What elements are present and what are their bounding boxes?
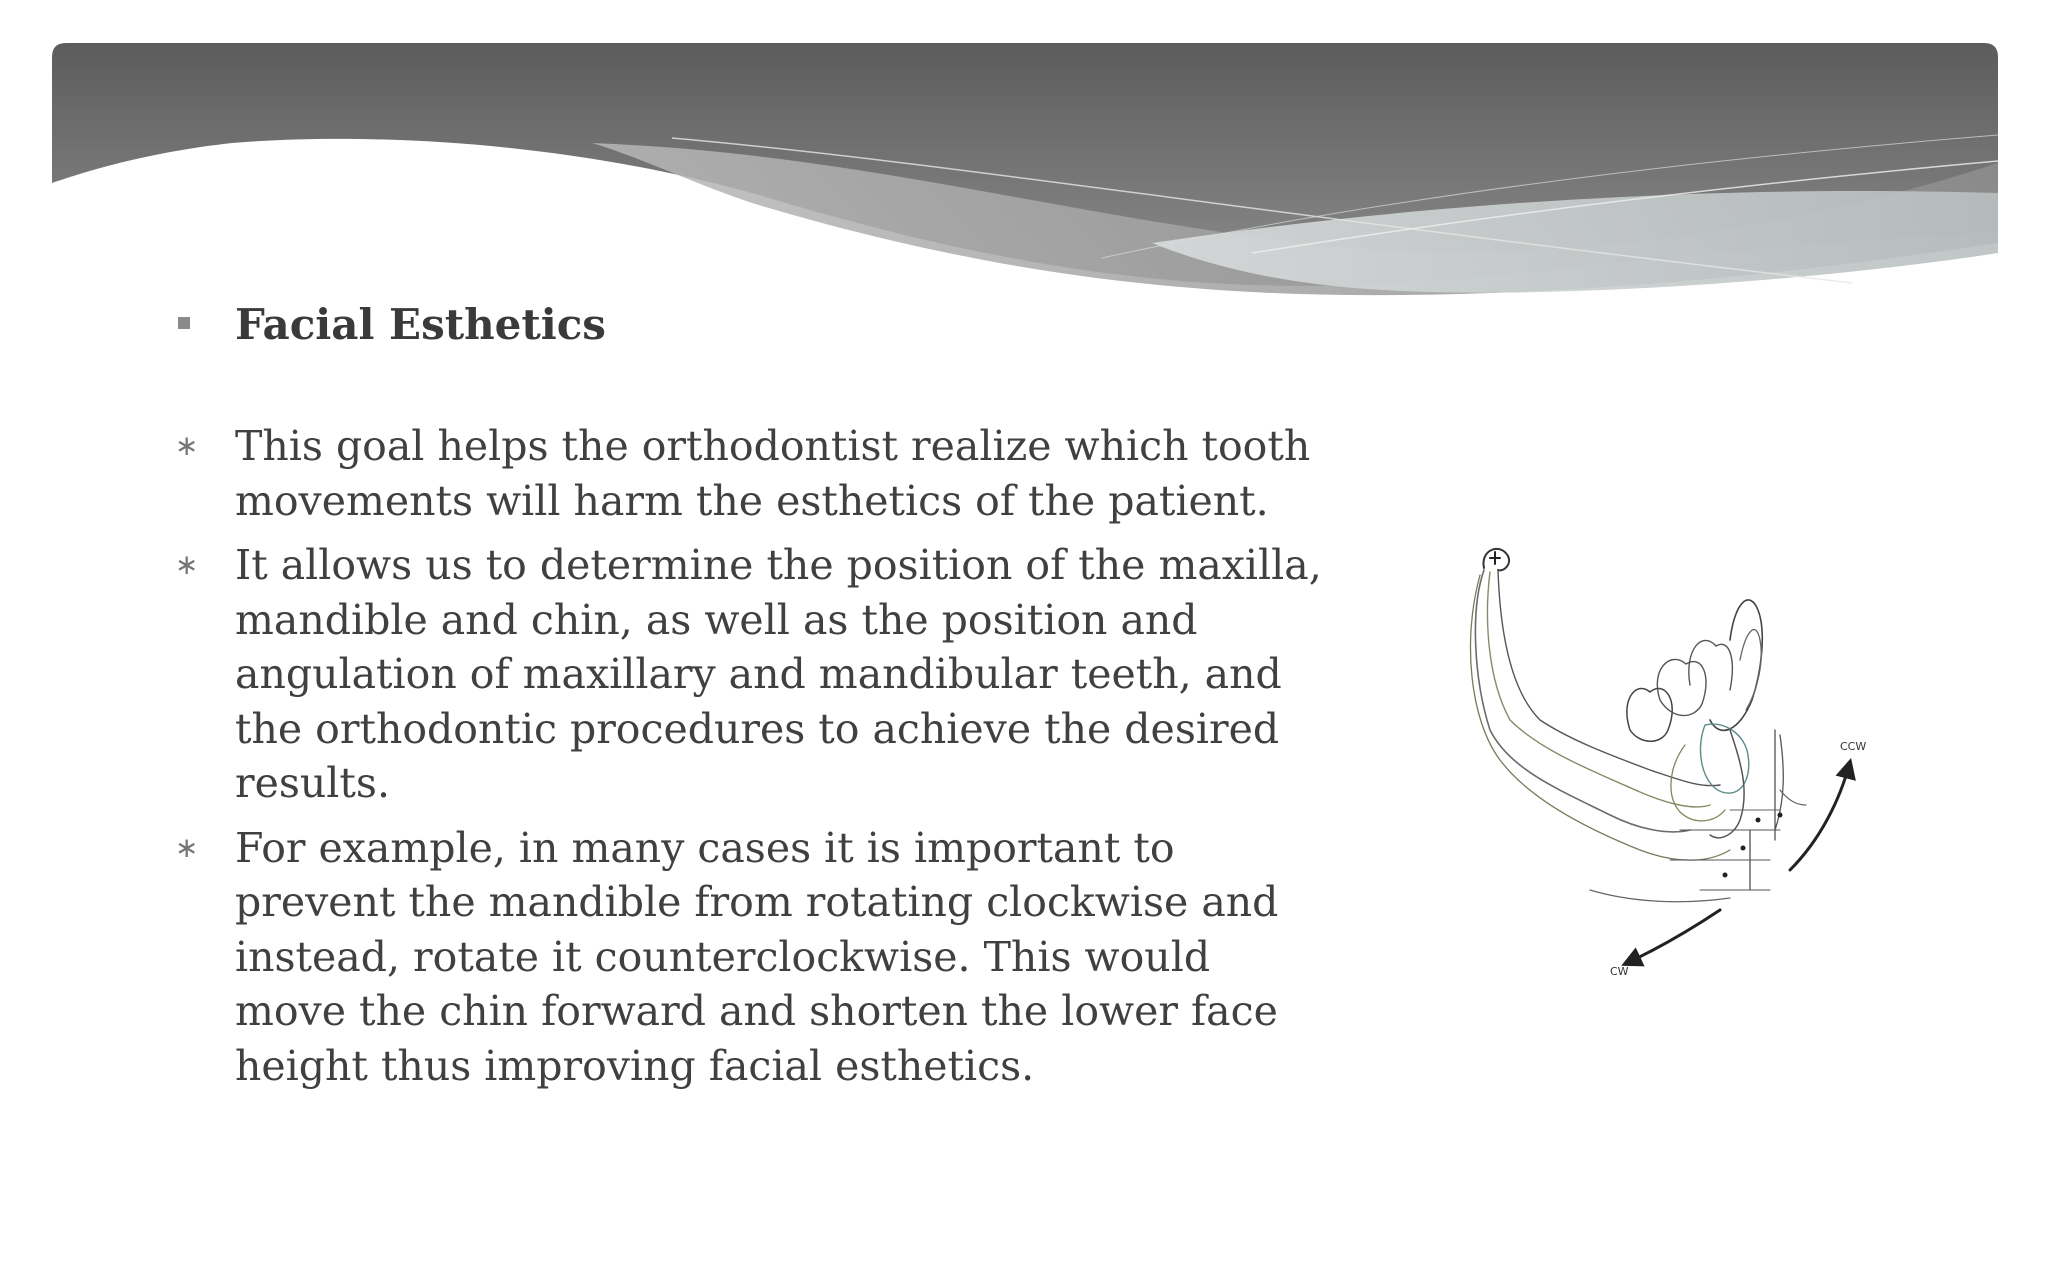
list-item [170, 538, 1330, 811]
ccw-label: CCW [1840, 740, 1867, 753]
mandible-rotation-illustration [1440, 530, 1910, 1000]
heading-row [170, 300, 1330, 349]
square-bullet-icon [178, 317, 190, 329]
asterisk-bullet-icon: ∗ [175, 548, 199, 581]
asterisk-bullet-icon: ∗ [175, 429, 199, 462]
slide-heading: Facial Esthetics [235, 300, 606, 349]
bullet-list [170, 419, 1330, 1093]
header-banner [52, 43, 1998, 303]
bullet-text: For example, in many cases it is important to prevent the mandible from rotating clockwise and instead, rotate it counterclockwise. This would move the chin forward and shorten the lower face height thus improving facial esthetics. [235, 823, 1279, 1090]
cw-label: CW [1610, 965, 1629, 978]
asterisk-bullet-icon: ∗ [175, 830, 199, 864]
bullet-text: It allows us to determine the position of the maxilla, mandible and chin, as well as the position and angulation of maxillary and mandibular teeth, and the orthodontic procedures to achieve the desired results. [235, 541, 1322, 807]
content-area [170, 300, 1330, 1103]
bullet-text: This goal helps the orthodontist realize which tooth movements will harm the esthetics of the patient. [235, 422, 1311, 525]
list-item [170, 821, 1330, 1094]
list-item [170, 419, 1330, 528]
